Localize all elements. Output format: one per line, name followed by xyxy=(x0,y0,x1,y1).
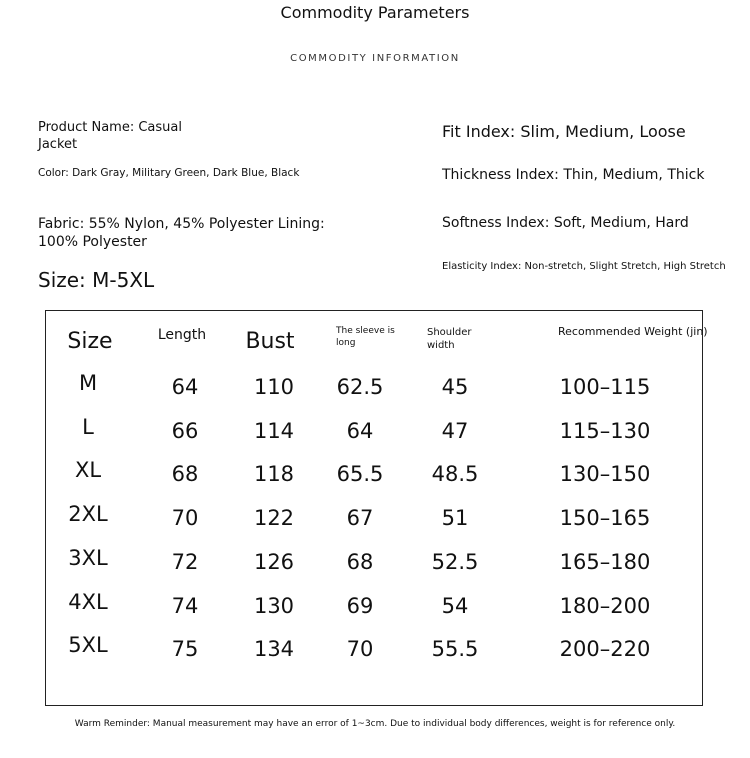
elasticity-index-text: Elasticity Index: Non-stretch, Slight Stretch, High Stretch xyxy=(442,261,726,272)
cell-bust: 130 xyxy=(253,593,295,618)
color-text: Color: Dark Gray, Military Green, Dark Blue, Black xyxy=(38,167,300,179)
cell-shoulder: 48.5 xyxy=(431,462,479,487)
thickness-index-text: Thickness Index: Thin, Medium, Thick xyxy=(442,167,705,183)
cell-size: 4XL xyxy=(68,589,108,614)
cell-bust: 126 xyxy=(253,549,295,574)
header-shoulder: Shoulder width xyxy=(427,327,472,351)
cell-shoulder: 51 xyxy=(441,506,469,531)
cell-length: 64 xyxy=(171,375,199,399)
size-range-text: Size: M-5XL xyxy=(38,268,155,292)
cell-weight: 200–220 xyxy=(559,637,651,662)
cell-sleeve: 68 xyxy=(346,549,374,574)
cell-size: 2XL xyxy=(68,502,108,527)
cell-length: 75 xyxy=(171,637,199,662)
cell-weight: 100–115 xyxy=(559,375,651,399)
cell-weight: 150–165 xyxy=(559,506,651,531)
cell-size: L xyxy=(82,414,94,439)
header-size: Size xyxy=(67,329,113,354)
cell-bust: 122 xyxy=(253,506,295,531)
size-table xyxy=(45,310,708,706)
page-subtitle: COMMODITY INFORMATION xyxy=(290,53,460,64)
header-weight: Recommended Weight (jin) xyxy=(558,325,708,338)
cell-size: M xyxy=(78,371,98,395)
cell-size: 5XL xyxy=(68,633,108,658)
cell-bust: 114 xyxy=(253,418,295,443)
cell-size: XL xyxy=(74,458,102,483)
cell-bust: 118 xyxy=(253,462,295,487)
cell-weight: 115–130 xyxy=(559,418,651,443)
cell-weight: 130–150 xyxy=(559,462,651,487)
cell-size: 3XL xyxy=(68,545,108,570)
cell-sleeve: 69 xyxy=(346,593,374,618)
cell-sleeve: 65.5 xyxy=(336,462,384,487)
cell-length: 66 xyxy=(171,418,199,443)
cell-weight: 180–200 xyxy=(559,593,651,618)
cell-bust: 134 xyxy=(253,637,295,662)
page-title: Commodity Parameters xyxy=(280,3,470,22)
cell-shoulder: 45 xyxy=(441,375,469,399)
cell-sleeve: 64 xyxy=(346,418,374,443)
cell-weight: 165–180 xyxy=(559,549,651,574)
header-length: Length xyxy=(157,327,207,343)
cell-shoulder: 55.5 xyxy=(431,637,479,662)
cell-sleeve: 62.5 xyxy=(336,375,384,399)
cell-length: 72 xyxy=(171,549,199,574)
product-name-text: Product Name: Casual Jacket xyxy=(38,120,182,152)
fabric-text: Fabric: 55% Nylon, 45% Polyester Lining: 100% Polyester xyxy=(38,216,325,251)
warm-reminder-note: Warm Reminder: Manual measurement may have an error of 1~3cm. Due to individual body differences, weight is for reference only. xyxy=(74,719,676,729)
fit-index-text: Fit Index: Slim, Medium, Loose xyxy=(442,122,686,141)
cell-sleeve: 67 xyxy=(346,506,374,531)
cell-shoulder: 52.5 xyxy=(431,549,479,574)
cell-length: 70 xyxy=(171,506,199,531)
cell-shoulder: 47 xyxy=(441,418,469,443)
header-sleeve: The sleeve is long xyxy=(336,326,395,348)
header-bust: Bust xyxy=(245,329,295,354)
cell-length: 68 xyxy=(171,462,199,487)
cell-length: 74 xyxy=(171,593,199,618)
cell-sleeve: 70 xyxy=(346,637,374,662)
cell-shoulder: 54 xyxy=(441,593,469,618)
cell-bust: 110 xyxy=(253,375,295,399)
softness-index-text: Softness Index: Soft, Medium, Hard xyxy=(442,215,689,231)
